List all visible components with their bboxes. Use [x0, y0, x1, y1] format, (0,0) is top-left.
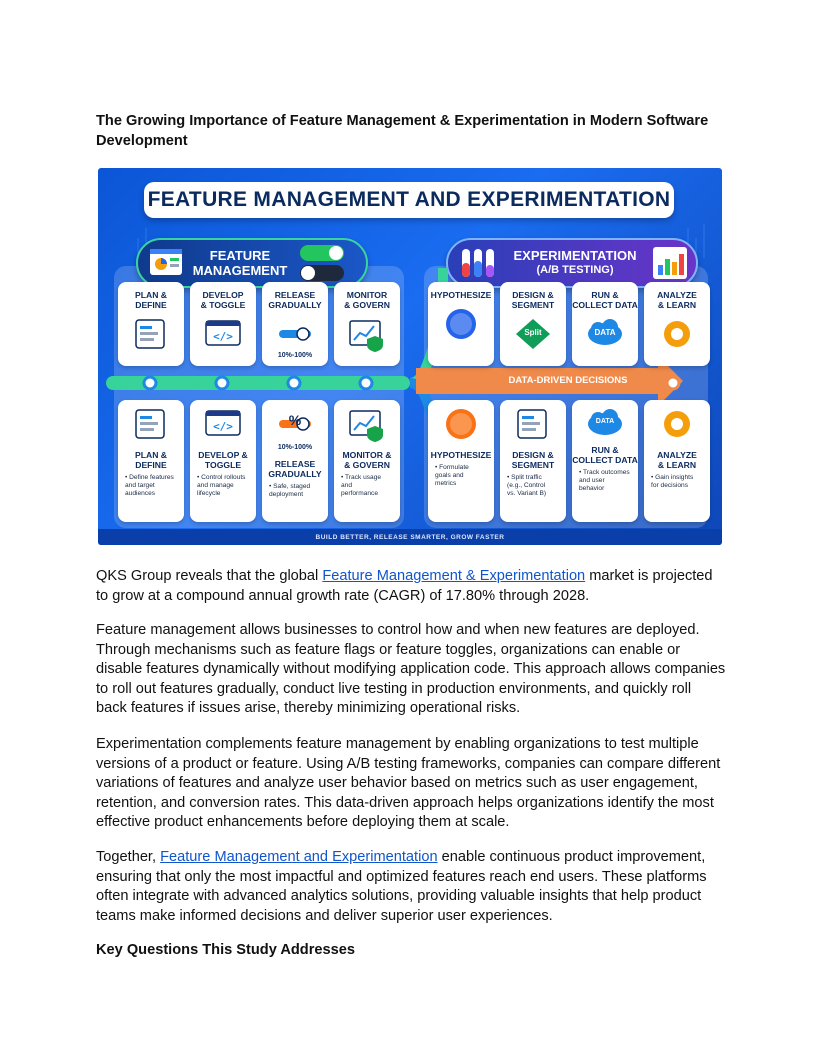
- bottom-card-title-line1: PLAN &: [135, 450, 167, 460]
- bottom-card-note: [190, 470, 256, 498]
- top-card-title-line2: & GOVERN: [344, 300, 390, 310]
- bottom-card-note: [428, 460, 494, 488]
- fm-label-line1: FEATURE: [209, 248, 271, 263]
- document-title: The Growing Importance of Feature Management & Experimentation in Modern Software Development: [96, 113, 709, 149]
- top-card: [118, 282, 184, 366]
- top-card-title-line2: & TOGGLE: [200, 300, 246, 310]
- exp-label-line2: (A/B TESTING): [536, 264, 614, 276]
- bottom-card-note-line: lifecycle: [197, 490, 221, 497]
- top-card-title-line1: RUN &: [591, 290, 619, 300]
- top-card-title-line1: ANALYZE: [657, 290, 697, 300]
- bottom-card-title-line2: & GOVERN: [344, 460, 390, 470]
- bottom-card-title-line1: MONITOR &: [342, 450, 392, 460]
- paragraph-4-text-start: Together,: [96, 849, 161, 865]
- paragraph-1: [96, 567, 726, 606]
- bottom-card: [262, 400, 328, 522]
- bottom-card-title: [118, 442, 184, 470]
- bottom-card: [118, 400, 184, 522]
- bottom-card: [500, 400, 566, 522]
- bottom-card-note-line: • Track outcomes: [579, 469, 630, 476]
- bottom-card-note: [118, 470, 184, 498]
- key-questions-heading: Key Questions This Study Addresses: [96, 942, 355, 958]
- fm-label-line2: MANAGEMENT: [192, 263, 288, 278]
- bottom-card-note: [644, 470, 710, 490]
- question-mark-icon: [441, 306, 481, 342]
- bottom-card-note-line: and user: [579, 477, 605, 484]
- top-card-title: [572, 282, 638, 310]
- top-card-title: [500, 282, 566, 310]
- bottom-card: [644, 400, 710, 522]
- bottom-card-title: [334, 442, 400, 470]
- bottom-card-note-line: behavior: [579, 485, 605, 492]
- top-card-title-line1: RELEASE: [274, 290, 316, 300]
- bottom-card: [428, 400, 494, 522]
- top-card: [500, 282, 566, 366]
- top-card-title: [644, 282, 710, 310]
- bottom-card-note-line: and: [341, 482, 353, 489]
- top-card-title-line1: DEVELOP: [202, 290, 244, 300]
- bottom-card-title: [572, 437, 638, 465]
- plan-board-icon: [513, 406, 553, 442]
- bottom-card-title-line2: & LEARN: [657, 460, 697, 470]
- top-card-badge: DATA: [594, 328, 616, 337]
- plan-board-icon: [131, 406, 171, 442]
- bottom-card-title-line2: TOGGLE: [204, 460, 242, 470]
- top-card: [262, 282, 328, 366]
- bottom-card-title-line1: HYPOTHESIZE: [430, 450, 492, 460]
- bottom-card-percentage: 10%-100%: [277, 444, 313, 451]
- fme-link[interactable]: Feature Management and Experimentation: [160, 849, 438, 865]
- top-card-title-line1: PLAN &: [135, 290, 167, 300]
- top-card-title: [428, 282, 494, 300]
- bottom-card-note-line: performance: [341, 490, 379, 497]
- top-card-badge: Split: [524, 328, 542, 337]
- bottom-card-title-line2: DEFINE: [135, 460, 167, 470]
- bottom-card-title-line1: RELEASE: [274, 459, 316, 469]
- top-card-title-line1: MONITOR: [346, 290, 388, 300]
- bottom-card-title-line1: DESIGN &: [512, 450, 554, 460]
- paragraph-1-text-end: market is projected to grow at a compound annual growth rate (CAGR) of 17.80% through 2028.: [96, 568, 713, 604]
- top-card: [334, 282, 400, 366]
- bottom-card-note-line: • Control rollouts: [197, 474, 246, 481]
- bottom-card-note-line: and manage: [197, 482, 234, 489]
- bottom-card-title-line1: RUN &: [591, 445, 619, 455]
- gear-lightbulb-icon: [657, 406, 697, 442]
- bottom-card-title: [644, 442, 710, 470]
- top-card-title-line1: DESIGN &: [512, 290, 554, 300]
- bottom-card-note-line: and target: [125, 482, 155, 489]
- top-card: [190, 282, 256, 366]
- paragraph-1-text-start: QKS Group reveals that the global: [96, 568, 323, 584]
- top-card-title: [190, 282, 256, 310]
- feature-management-infographic: [98, 168, 722, 545]
- top-card: [644, 282, 710, 366]
- bottom-card-note-line: • Gain insights: [651, 474, 694, 481]
- bottom-card-note: [500, 470, 566, 498]
- bottom-card-note-line: • Define features: [125, 474, 174, 481]
- infographic-footer: BUILD BETTER, RELEASE SMARTER, GROW FASTER: [98, 529, 722, 545]
- gear-lightbulb-icon: [657, 316, 697, 352]
- top-card-title-line2: & LEARN: [657, 300, 697, 310]
- bottom-card-note: [262, 479, 328, 499]
- top-card-title: [334, 282, 400, 310]
- top-card-title-line1: HYPOTHESIZE: [430, 290, 492, 300]
- top-card-title-line2: COLLECT DATA: [572, 300, 638, 310]
- bottom-card: [572, 400, 638, 522]
- top-card-title-line2: SEGMENT: [511, 300, 555, 310]
- top-card-title: [262, 282, 328, 310]
- infographic-banner: FEATURE MANAGEMENT AND EXPERIMENTATION: [144, 182, 674, 218]
- bottom-card-note-line: audiences: [125, 490, 156, 497]
- plan-board-icon: [131, 316, 171, 352]
- bottom-card-note-line: • Split traffic: [507, 474, 542, 481]
- bottom-card-title-line2: SEGMENT: [511, 460, 555, 470]
- bottom-card-title: [262, 451, 328, 479]
- bottom-card-title-line2: GRADUALLY: [268, 469, 322, 479]
- paragraph-3: Experimentation complements feature management by enabling organizations to test multiple versions of a product or feature. Using A/B testing frameworks, companies can compare different variations of features and analyze user behavior based on metrics such as user engagement, retention, and conversion rates. This data-driven approach helps organizations identify the most effective product enhancements before deploying them at scale.: [96, 736, 721, 830]
- bottom-card-note-line: • Track usage: [341, 474, 382, 481]
- paragraph-4: [96, 848, 726, 926]
- exp-label-line1: EXPERIMENTATION: [513, 248, 637, 263]
- bottom-card-title: [190, 442, 256, 470]
- bottom-card-note: [572, 465, 638, 493]
- bottom-card-symbol: %: [288, 412, 302, 428]
- monitor-shield-icon: [347, 406, 387, 442]
- bottom-card-note-line: metrics: [435, 480, 457, 487]
- bottom-card-note: [334, 470, 400, 498]
- bottom-card-badge: DATA: [595, 418, 615, 425]
- bottom-card-title: [500, 442, 566, 470]
- bottom-card-note-line: • Formulate: [435, 464, 469, 471]
- bottom-card-note-line: deployment: [269, 491, 304, 498]
- code-editor-icon: [203, 406, 243, 442]
- bottom-card-note-line: for decisions: [651, 482, 689, 489]
- svg-text:</>: </>: [213, 330, 233, 343]
- top-card-title: [118, 282, 184, 310]
- slider-icon: [275, 316, 315, 352]
- svg-text:</>: </>: [213, 420, 233, 433]
- bottom-card-title: [428, 442, 494, 460]
- bottom-card-note-line: goals and: [435, 472, 464, 479]
- fme-market-link[interactable]: Feature Management & Experimentation: [322, 568, 586, 584]
- bottom-card-note-line: (e.g., Control: [507, 482, 546, 489]
- bottom-card-title-line2: COLLECT DATA: [572, 455, 638, 465]
- bottom-card: [190, 400, 256, 522]
- code-editor-icon: [203, 316, 243, 352]
- paragraph-2: Feature management allows businesses to control how and when new features are deployed. Through mechanisms such as feature flags or feature toggles, organizations can enable or disable features dynamically without modifying application code. This approach allows companies to roll out features gradually, conduct live testing in production environments, and quickly roll back features if issues arise, thereby minimizing operational risks.: [96, 622, 726, 716]
- bottom-card-title-line1: DEVELOP &: [198, 450, 248, 460]
- top-card: [428, 282, 494, 366]
- bottom-card-note-line: • Safe, staged: [269, 483, 311, 490]
- data-driven-decisions-label: DATA-DRIVEN DECISIONS: [508, 375, 628, 386]
- bottom-card-title-line1: ANALYZE: [657, 450, 697, 460]
- top-card-title-line2: DEFINE: [135, 300, 167, 310]
- top-card: [572, 282, 638, 366]
- top-card-title-line2: GRADUALLY: [268, 300, 322, 310]
- paragraph-4-text-end: enable continuous product improvement, ensuring that only the most impactful and optimized features reach end users. These platforms often integrate with advanced analytics solutions, providing valuable insights that help product teams make informed decisions and deliver superior user experiences.: [96, 849, 707, 924]
- question-mark-icon: [441, 406, 481, 442]
- monitor-shield-icon: [347, 316, 387, 352]
- top-card-percentage: 10%-100%: [277, 352, 313, 359]
- bottom-card-note-line: vs. Variant B): [507, 490, 547, 497]
- bottom-card: [334, 400, 400, 522]
